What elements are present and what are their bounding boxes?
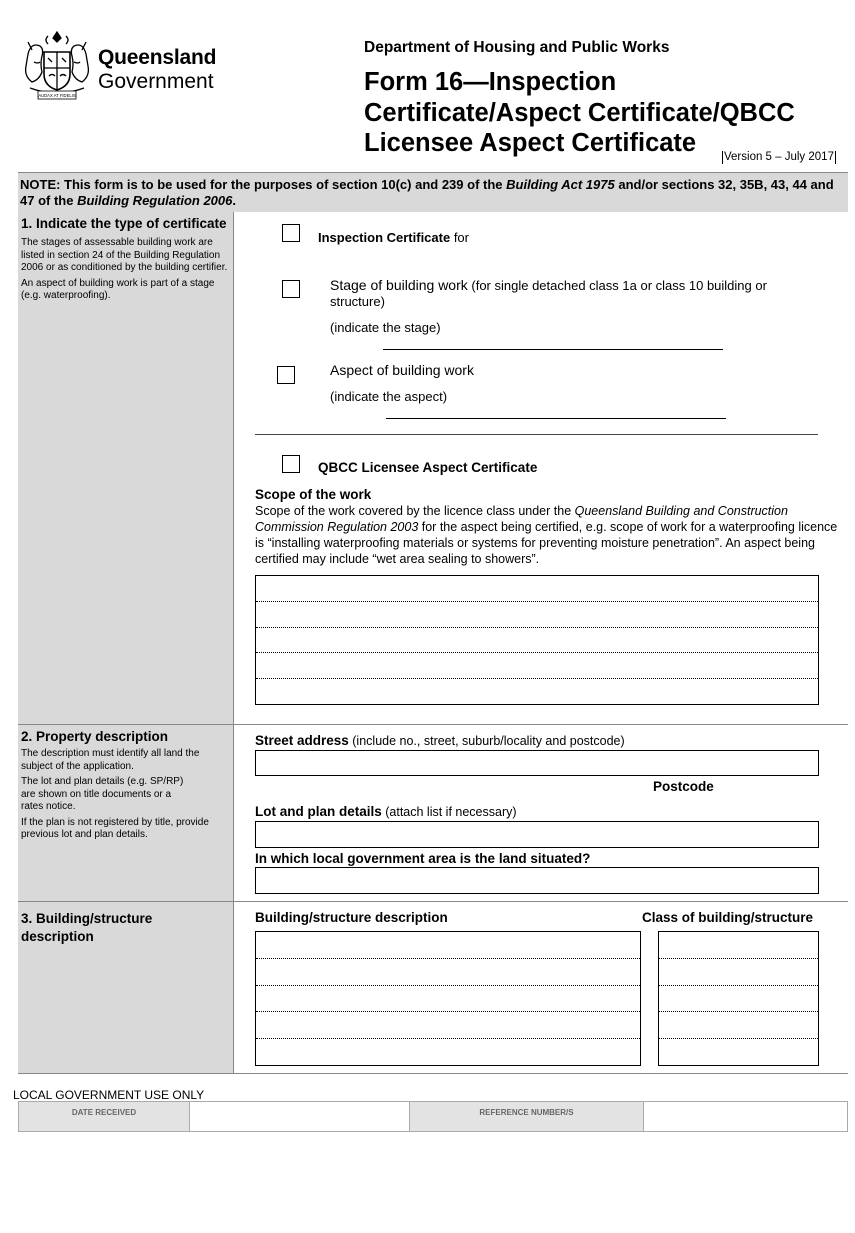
- section2-title: 2. Property description: [21, 729, 169, 744]
- option-divider: [255, 434, 818, 435]
- section2-sidebar: [18, 725, 234, 878]
- scope-line[interactable]: [256, 679, 818, 704]
- class-line[interactable]: [659, 1039, 818, 1065]
- section-divider: [18, 1073, 848, 1074]
- stage-of-work-detail: (for single detached class 1a or class 10 building or structure): [330, 278, 767, 309]
- street-address-text: Street address: [255, 733, 349, 748]
- date-received-input[interactable]: [190, 1102, 410, 1131]
- form-title-line2: Certificate/Aspect Certificate/QBCC: [364, 98, 795, 127]
- building-description-input[interactable]: [255, 931, 641, 1066]
- brand-queensland: Queensland: [98, 46, 217, 69]
- reference-number-label: REFERENCE NUMBER/S: [410, 1102, 644, 1131]
- inspection-certificate-label: [318, 230, 469, 245]
- qbcc-aspect-certificate-checkbox[interactable]: [282, 455, 300, 473]
- queensland-crest-logo: [22, 28, 92, 102]
- class-line[interactable]: [659, 959, 818, 986]
- note-act: Building Act 1975: [506, 177, 615, 192]
- description-line[interactable]: [256, 986, 640, 1013]
- aspect-of-work-label: Aspect of building work: [330, 362, 474, 378]
- version-label: Version 5 – July 2017: [724, 151, 834, 163]
- street-address-label: [255, 733, 625, 748]
- scope-line[interactable]: [256, 576, 818, 602]
- section3-title: 3. Building/structure description: [21, 911, 153, 944]
- description-line[interactable]: [256, 959, 640, 986]
- note-regulation: Building Regulation 2006: [77, 193, 233, 208]
- note-text-2: and/or sections 32, 35B, 43, 44 and 47 of the: [20, 177, 834, 208]
- section1-note-stages: The stages of assessable building work are listed in section 24 of the Building Regulation 2006 or as conditioned by the building certifier.: [21, 237, 228, 273]
- form-purpose-note: [18, 172, 848, 212]
- aspect-input-line[interactable]: [386, 418, 726, 419]
- section2-note-unregistered: If the plan is not registered by title, provide previous lot and plan details.: [21, 816, 209, 840]
- stage-of-work-checkbox[interactable]: [282, 280, 300, 298]
- scope-line[interactable]: [256, 628, 818, 654]
- inspection-certificate-text: Inspection Certificate: [318, 230, 451, 245]
- class-line[interactable]: [659, 932, 818, 959]
- stage-input-line[interactable]: [383, 349, 723, 350]
- description-line[interactable]: [256, 1039, 640, 1065]
- local-government-area-label: In which local government area is the land situated?: [255, 851, 591, 866]
- note-text-3: .: [232, 193, 236, 208]
- local-government-area-input[interactable]: [255, 867, 819, 894]
- aspect-hint: (indicate the aspect): [330, 389, 448, 404]
- form-title: [364, 67, 844, 159]
- section2-note-identify: The description must identify all land the subject of the application.: [21, 748, 200, 772]
- class-line[interactable]: [659, 1012, 818, 1039]
- building-description-label: Building/structure description: [255, 910, 448, 925]
- section3-sidebar: [18, 878, 234, 1073]
- building-class-input[interactable]: [658, 931, 819, 1066]
- postcode-label: Postcode: [653, 779, 714, 794]
- stage-of-work-text: Stage of building work: [330, 277, 468, 293]
- description-line[interactable]: [256, 932, 640, 959]
- local-government-use-label: LOCAL GOVERNMENT USE ONLY: [13, 1088, 205, 1102]
- stage-of-work-label: [330, 277, 810, 310]
- scope-title: Scope of the work: [255, 487, 372, 502]
- description-line[interactable]: [256, 1012, 640, 1039]
- form-title-line3: Licensee Aspect Certificate: [364, 129, 697, 157]
- scope-description: [255, 503, 847, 567]
- inspection-for-text: for: [450, 230, 469, 245]
- department-name: Department of Housing and Public Works: [364, 39, 670, 56]
- lot-plan-label: [255, 804, 517, 819]
- building-class-label: Class of building/structure: [642, 910, 814, 925]
- aspect-of-work-checkbox[interactable]: [277, 366, 295, 384]
- section2-note-lot-plan: The lot and plan details (e.g. SP/RP) are shown on title documents or a rates notice.: [21, 776, 184, 812]
- lot-plan-hint: (attach list if necessary): [381, 805, 517, 819]
- scope-line[interactable]: [256, 653, 818, 679]
- qbcc-aspect-certificate-label: QBCC Licensee Aspect Certificate: [318, 460, 538, 475]
- svg-text:AUDAX AT FIDELIS: AUDAX AT FIDELIS: [38, 93, 76, 99]
- brand-government: Government: [98, 70, 214, 93]
- form-title-line1: Form 16—Inspection: [364, 68, 617, 96]
- section1-note-aspect: An aspect of building work is part of a stage (e.g. waterproofing).: [21, 277, 215, 301]
- lot-plan-text: Lot and plan details: [255, 804, 382, 819]
- scope-text-2: for the aspect being certified, e.g. scope of work for a waterproofing licence is “installing waterproofing materials or systems for preventing moisture penetration”. An aspect being certified may include “wet area sealing to showers”.: [255, 520, 838, 566]
- lot-plan-input[interactable]: [255, 821, 819, 848]
- stage-hint: (indicate the stage): [330, 320, 441, 335]
- scope-of-work-input[interactable]: [255, 575, 819, 705]
- note-text: NOTE: This form is to be used for the purposes of section 10(c) and 239 of the: [20, 177, 507, 192]
- section-divider: [18, 901, 848, 902]
- section1-title: 1. Indicate the type of certificate: [21, 216, 227, 231]
- inspection-certificate-checkbox[interactable]: [282, 224, 300, 242]
- scope-text-1: Scope of the work covered by the licence class under the: [255, 504, 575, 518]
- scope-regulation: Queensland Building and Construction Commission Regulation 2003: [255, 504, 788, 534]
- section1-sidebar: [18, 212, 234, 724]
- class-line[interactable]: [659, 986, 818, 1013]
- date-received-label: DATE RECEIVED: [19, 1102, 190, 1131]
- street-address-hint: (include no., street, suburb/locality and postcode): [348, 734, 625, 748]
- street-address-input[interactable]: [255, 750, 819, 776]
- reference-number-input[interactable]: [644, 1102, 847, 1131]
- local-government-use-table: [18, 1101, 848, 1132]
- scope-line[interactable]: [256, 602, 818, 628]
